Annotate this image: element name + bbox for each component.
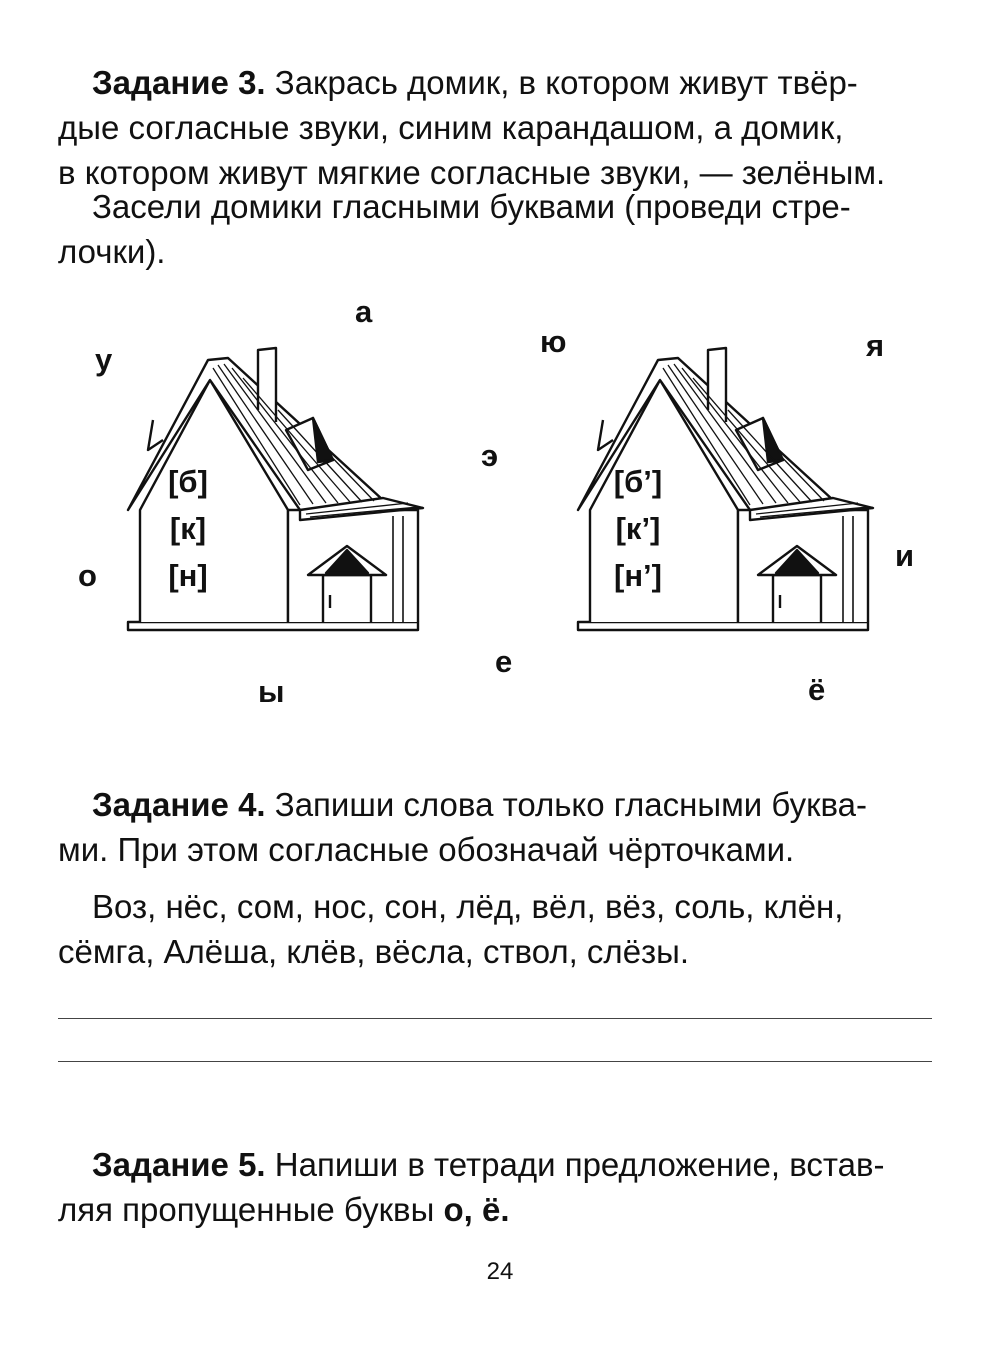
task4-paragraph — [58, 782, 938, 872]
page-number: 24 — [486, 1258, 514, 1285]
vowel-ya: я — [866, 328, 885, 363]
task3-instruction-line2: лочки). — [58, 233, 166, 270]
house-soft-consonants — [568, 340, 898, 640]
sound-b-soft: [б’] — [613, 464, 663, 499]
house-hard-consonants — [118, 340, 448, 640]
vowel-ye: е — [495, 644, 513, 679]
vowel-yu: ю — [540, 324, 567, 359]
task3-line1: Закрась домик, в котором живут твёр- — [274, 64, 858, 101]
vowel-e: э — [481, 438, 499, 473]
task4-line1: Запиши слова только гласными буква- — [274, 786, 868, 823]
vowel-i: и — [895, 538, 915, 573]
sound-k-soft: [к’] — [615, 511, 661, 546]
task5-line1: Напиши в тетради предложение, встав- — [274, 1146, 885, 1183]
vowel-o: о — [78, 558, 97, 593]
task3-instruction-line1: Засели домики гласными буквами (проведи стре- — [92, 188, 851, 225]
hard-sounds — [138, 458, 238, 599]
sound-n-soft: [н’] — [614, 558, 662, 593]
task4-words-line2: сёмга, Алёша, клёв, вёсла, ствол, слёзы. — [58, 933, 690, 970]
task3-instruction — [58, 184, 938, 274]
task5-paragraph — [58, 1142, 938, 1232]
task4-line2: ми. При этом согласные обозначай чёрточками. — [58, 831, 795, 868]
answer-line-2[interactable] — [58, 1061, 932, 1062]
task5-letters: о, ё. — [443, 1191, 510, 1228]
vowel-a: а — [355, 294, 373, 329]
sound-k: [к] — [169, 511, 207, 546]
soft-sounds — [588, 458, 688, 599]
answer-line-1[interactable] — [58, 1018, 932, 1019]
task3-label: Задание 3. — [92, 64, 266, 101]
task3-line3: в котором живут мягкие согласные звуки, — зелёным. — [58, 154, 886, 191]
task5-line2: ляя пропущенные буквы — [58, 1191, 444, 1228]
sound-n: [н] — [168, 558, 208, 593]
task4-label: Задание 4. — [92, 786, 266, 823]
task4-words — [58, 884, 938, 974]
vowel-y: ы — [258, 674, 285, 709]
vowel-u: у — [95, 342, 113, 377]
task3-line2: дые согласные звуки, синим карандашом, а домик, — [58, 109, 844, 146]
task4-words-line1: Воз, нёс, сом, нос, сон, лёд, вёл, вёз, соль, клён, — [92, 888, 844, 925]
vowel-yo: ё — [808, 672, 826, 707]
task5-label: Задание 5. — [92, 1146, 266, 1183]
sound-b: [б] — [168, 464, 208, 499]
task3-paragraph — [58, 60, 938, 195]
